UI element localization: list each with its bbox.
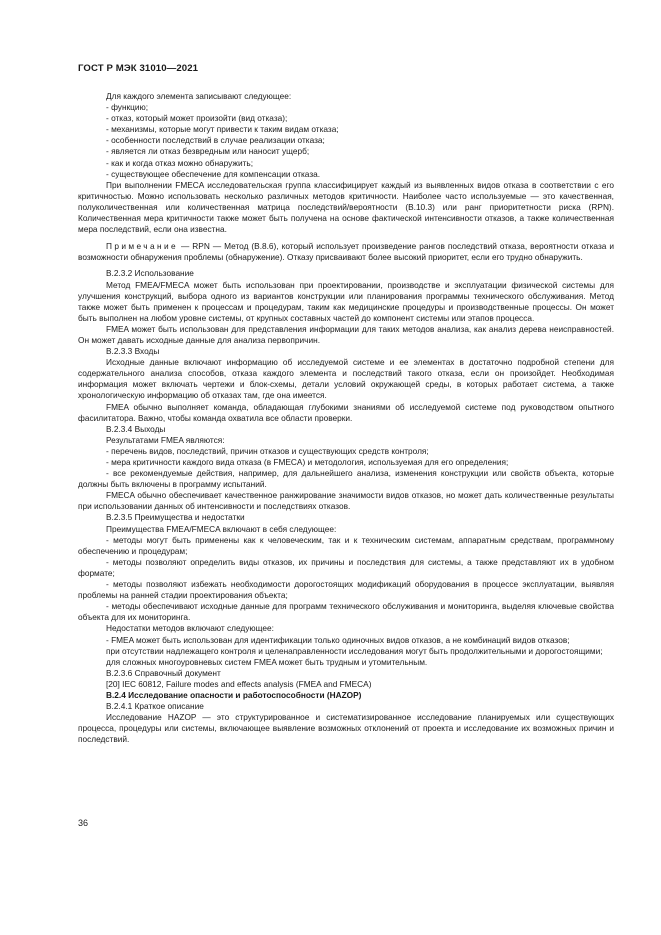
list-item: - особенности последствий в случае реализации отказа;	[106, 135, 325, 146]
list-item: при отсутствии надлежащего контроля и целенаправленности исследования могут быть продолжительными и дорогостоящими;	[106, 645, 603, 656]
list-item: для сложных многоуровневых систем FMEA может быть трудным и утомительным.	[106, 656, 428, 667]
paragraph: FMEA может быть использован для представления информации для таких методов анализа, как анализ дерева неисправностей. Он может давать исходные данные для анализа первопричин.	[78, 323, 614, 345]
list-item: - методы позволяют избежать необходимости дорогостоящих модификаций оборудования в процессе эксплуатации, выявляя проблемы на ранней стадии проектирования объекта;	[78, 579, 614, 601]
list-item: - FMEA может быть использован для идентификации только одиночных видов отказов, а не комбинаций видов отказов;	[106, 634, 570, 645]
paragraph: FMEA обычно выполняет команда, обладающая глубокими знаниями об исследуемой системе под руководством опытного фасилитатора. Важно, чтобы команда охватила все области проверки.	[78, 401, 614, 423]
paragraph: Исследование HAZOP — это структурированное и систематизированное исследование планируемых или существующих процесса, процедуры или системы, включающее выявление возможных отклонений от проекта и исследование их возможных причин и последствий.	[78, 712, 614, 745]
list-item: - методы позволяют определить виды отказов, их причины и последствия для системы, а также представляют их в удобном формате;	[78, 556, 614, 578]
list-item: - все рекомендуемые действия, например, для дальнейшего анализа, изменения конструкции или свойств объекта, которые должны быть включены в программу испытаний.	[78, 468, 614, 490]
section-heading: В.2.3.2 Использование	[106, 268, 194, 279]
list-item: - отказ, который может произойти (вид отказа);	[106, 113, 288, 124]
list-item: - как и когда отказ можно обнаружить;	[106, 157, 254, 168]
section-heading: В.2.3.4 Выходы	[106, 423, 166, 434]
list-item: - существующее обеспечение для компенсации отказа.	[106, 168, 321, 179]
page-body	[78, 91, 614, 745]
list-item: - методы могут быть применены как к человеческим, так и к техническим системам, аппаратным средствам, программному обеспечению и процедурам;	[78, 534, 614, 556]
list-item: - перечень видов, последствий, причин отказов и существующих средств контроля;	[106, 445, 429, 456]
paragraph: Для каждого элемента записывают следующее:	[106, 91, 292, 101]
list-item: - методы обеспечивают исходные данные для программ технического обслуживания и мониторинга, выделяя ключевые свойства объекта для их мониторинга.	[78, 601, 614, 623]
section-heading: В.2.3.3 Входы	[106, 346, 160, 357]
paragraph: Недостатки методов включают следующее:	[106, 623, 274, 634]
note	[78, 241, 614, 263]
section-heading: В.2.3.5 Преимущества и недостатки	[106, 512, 245, 523]
list-item: - функцию;	[106, 102, 149, 113]
list-item: - механизмы, которые могут привести к таким видам отказа;	[106, 124, 339, 135]
note-label: Примечание	[106, 240, 179, 251]
list-item: - мера критичности каждого вида отказа (в FMECA) и методология, используемая для его определения;	[106, 457, 509, 467]
reference: [20] IEC 60812, Failure modes and effects analysis (FMEA and FMECA)	[106, 678, 372, 689]
page-header: ГОСТ Р МЭК 31010—2021	[78, 63, 199, 74]
paragraph: FMECA обычно обеспечивает качественное ранжирование значимости видов отказов, но может дать количественные результаты при использовании данных об интенсивности и последствиях отказов.	[78, 490, 614, 512]
section-heading: В.2.3.6 Справочный документ	[106, 667, 221, 678]
paragraph: При выполнении FMECA исследовательская группа классифицирует каждый из выявленных видов отказа в соответствии с его критичностью. Можно использовать несколько различных методов критичности. Наиболее часто используемые — это качественная, полуколичественная или количественная матрица последствий/вероятности (В.10.3) или ранг приоритетности риска (RPN). Количественная мера критичности также может быть получена на основе фактической интенсивности отказов, а также количественная мера последствий, если она известна.	[78, 179, 614, 235]
section-heading: В.2.4.1 Краткое описание	[106, 701, 204, 712]
paragraph: Метод FMEA/FMECA может быть использован при проектировании, производстве и эксплуатации физической системы для улучшения конструкций, выбора одного из вариантов конструкции или планирования программы технического обслуживания. Метод также может быть применен к процессам и процедурам, таким как медицинские процедуры и производственные процессы. Он может быть выполнен на любом уровне системы, от крупных составных частей до компонент системы или этапов процесса.	[78, 279, 614, 323]
paragraph: Исходные данные включают информацию об исследуемой системе и ее элементах в достаточно подробной степени для содержательного анализа способов, отказа каждого элемента и последствий такого отказа, если он произойдет. Необходимая информация может включать чертежи и блок-схемы, детали условий окружающей среды, в которых работает система, а также хронологическую информацию об отказах там, где она имеется.	[78, 357, 614, 401]
list-item: - является ли отказ безвредным или наносит ущерб;	[106, 146, 310, 157]
page-number: 36	[78, 818, 89, 828]
paragraph: Результатами FMEA являются:	[106, 434, 225, 445]
section-heading: В.2.4 Исследование опасности и работоспособности (HAZOP)	[106, 689, 362, 700]
paragraph: Преимущества FMEA/FMECA включают в себя следующее:	[106, 523, 337, 534]
note-text: — RPN — Метод (В.8.6), который использует произведение рангов последствий отказа, вероятности отказа и возможности обнаружения проблемы (обнаружение). Отказу присваивают более высокий приоритет, если его трудно обнаружить.	[78, 240, 614, 262]
